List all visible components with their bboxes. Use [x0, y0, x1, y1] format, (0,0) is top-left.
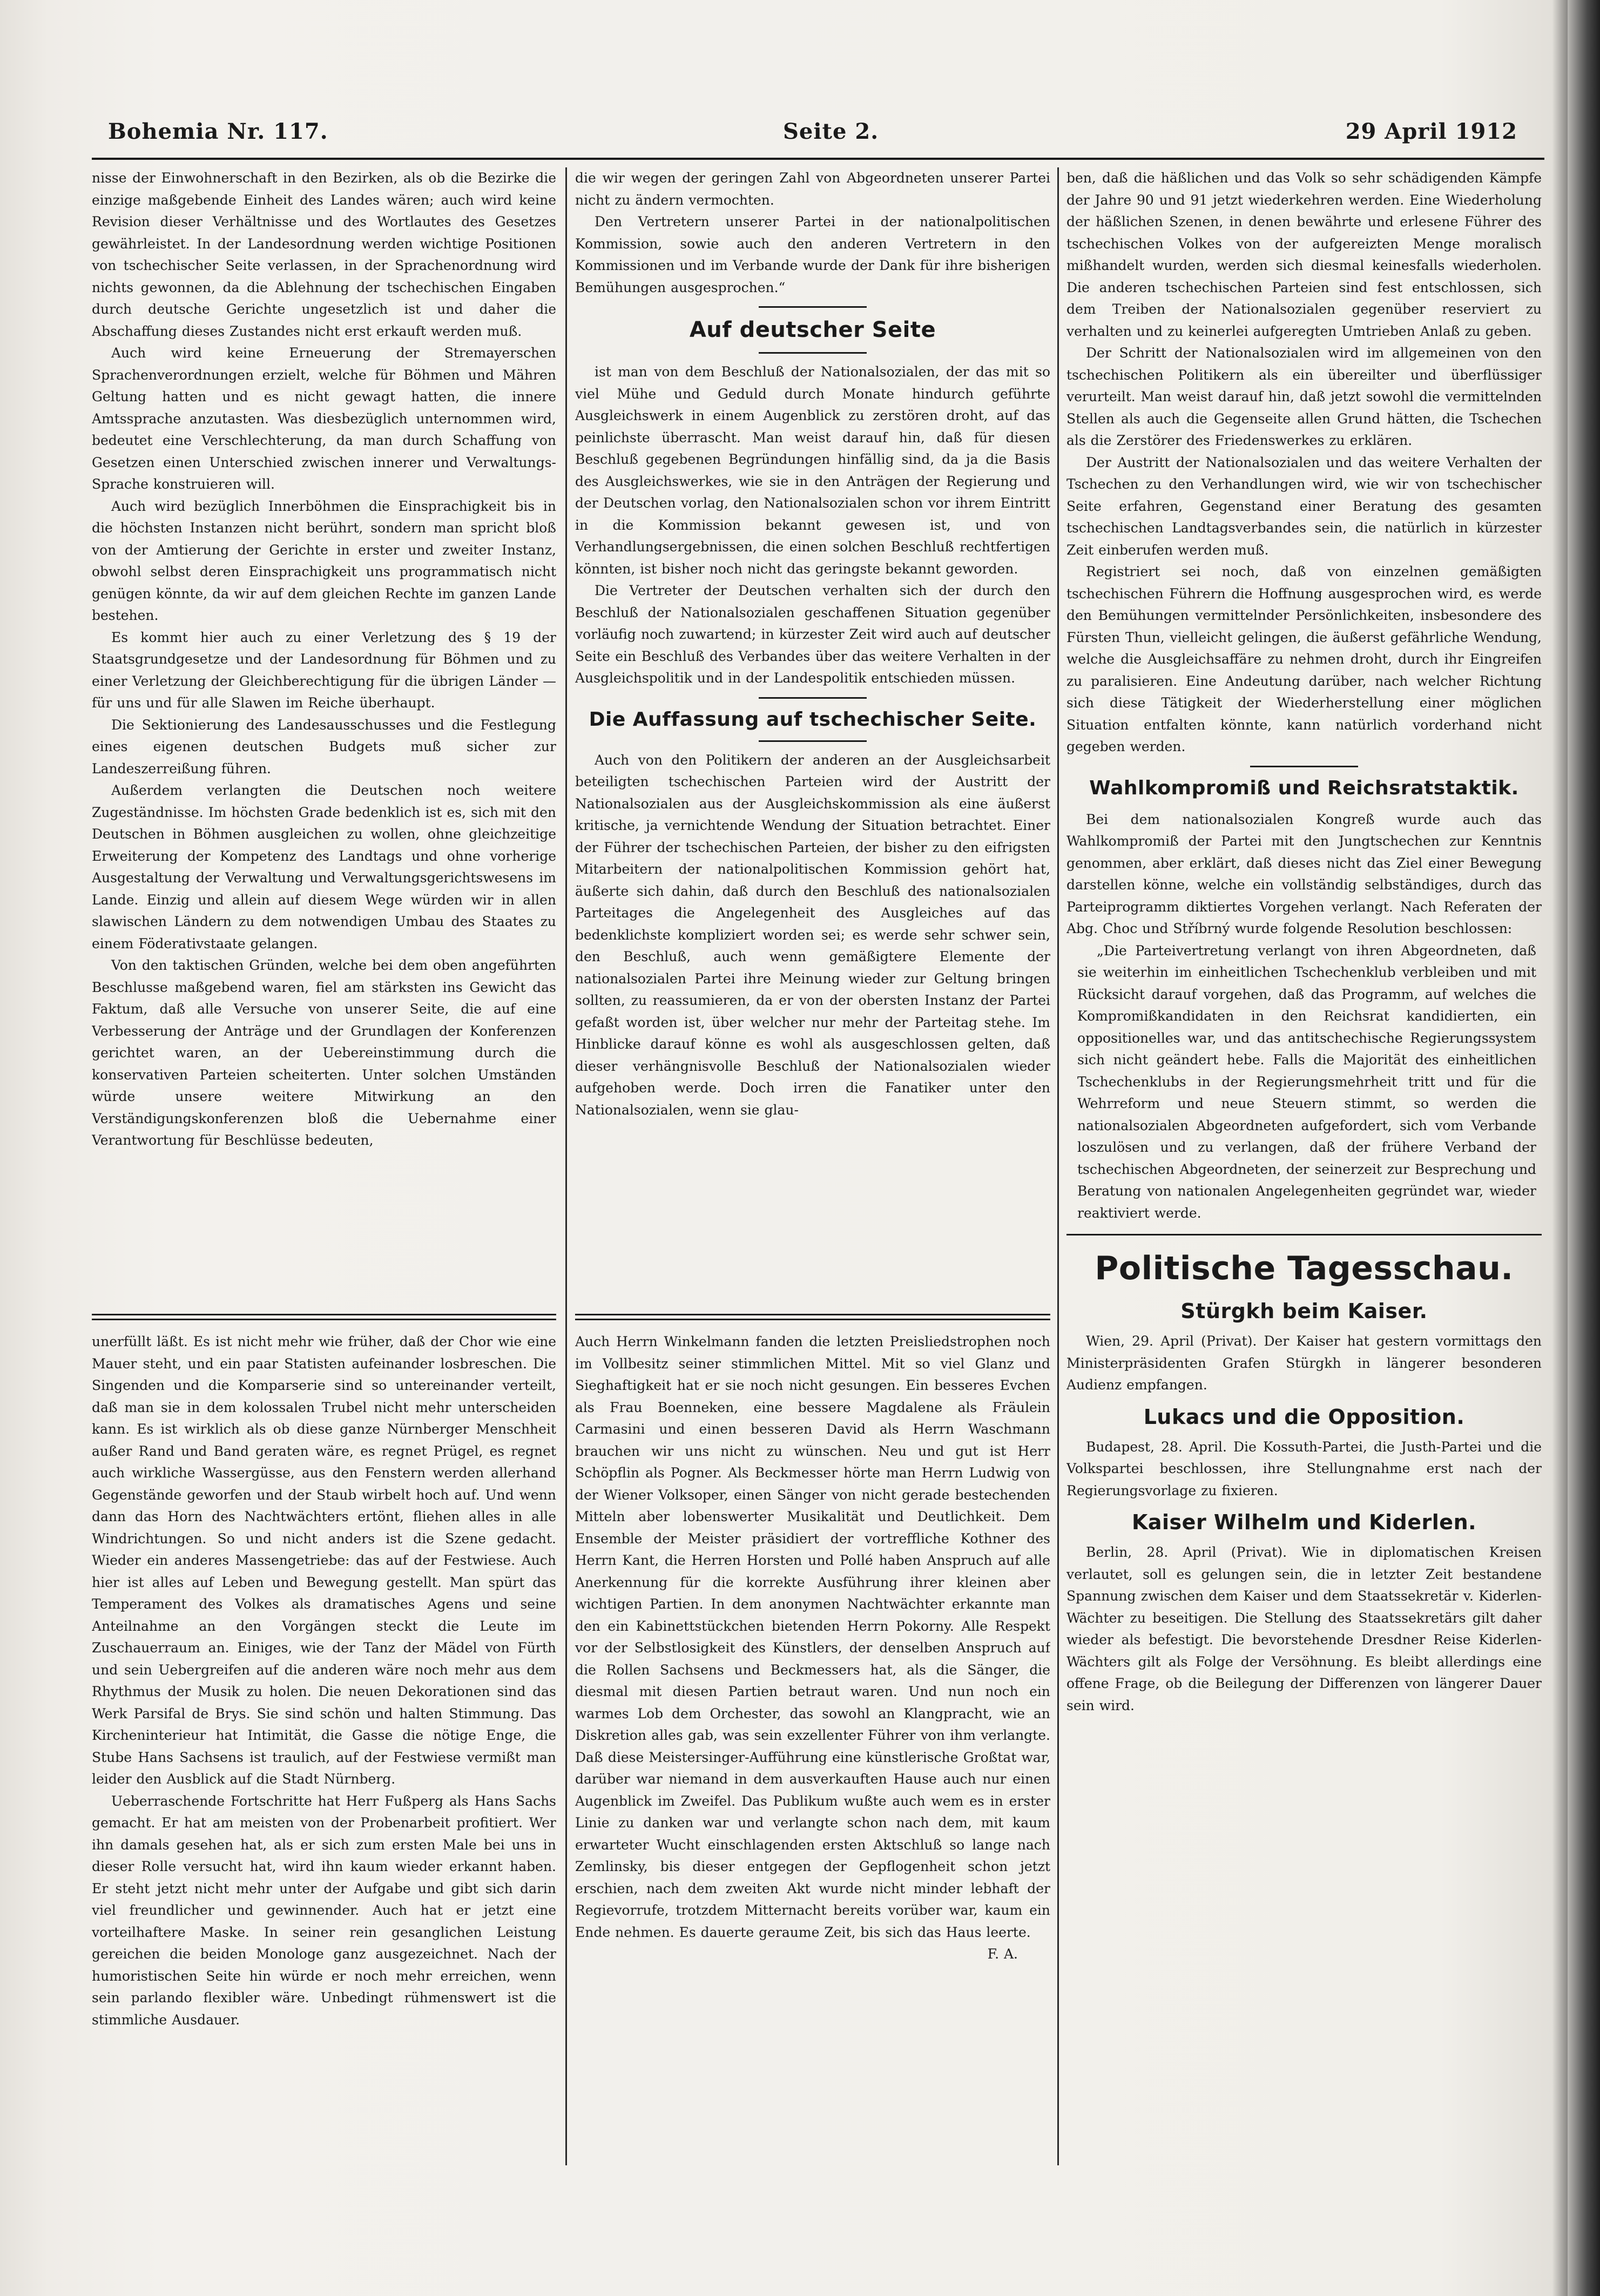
column-divider-2 [1057, 167, 1059, 2165]
masthead-issue: Bohemia Nr. 117. [108, 119, 328, 144]
paragraph: Der Austritt der Nationalsozialen und das weitere Verhalten der Tschechen zu den Verhandlungen wird, wie wir von tschechischer Seite erfahren, Gegenstand einer Beratung des gesamten tschechischen Landtagsverbandes sein, die natürlich in kürzester Zeit einberufen werden muß. [1066, 454, 1542, 558]
paragraph: Budapest, 28. April. Die Kossuth-Partei, die Justh-Partei und die Volkspartei beschlossen, ihre Stellungnahme erst nach der Regierungsvorlage zu fixieren. [1066, 1439, 1542, 1498]
issue-date: 29 April 1912 [1345, 119, 1517, 144]
scan-edge [1568, 0, 1600, 2296]
section-heading: Wahlkompromiß und Reichsratstaktik. [1089, 776, 1519, 799]
paragraph: Auch von den Politikern der anderen an der Ausgleichsarbeit beteiligten tschechischen Parteien wird der Austritt der Nationalsozialen aus der Ausgleichskommission als eine äußerst kritische, ja vernichtende Wendung der Situation betrachtet. Einer der Führer der tschechischen Parteien, der bisher zu den eifrigsten Mitarbeitern der nationalpolitischen Kommission gehört hat, äußerte sich dahin, daß durch den Beschluß des nationalsozialen Parteitages die Angelegenheit des Ausgleiches auf das bedenklichste kompliziert worden sei; es werde sehr schwer sein, den Beschluß, auch wenn gemäßigtere Elemente der nationalsozialen Partei ihre Meinung wieder zur Geltung bringen sollten, zu reassumieren, da er von der obersten Instanz der Partei gefaßt worden ist, über welcher nur mehr der Parteitag stehe. Im Hinblicke darauf könne es wohl als ausgeschlossen gelten, daß dieser verhängnisvolle Beschluß der Nationalsozialen wieder aufgehoben werde. Doch irren die Fanatiker unter den Nationalsozialen, wenn sie glau- [575, 752, 1050, 1118]
page-number: Seite 2. [783, 119, 879, 144]
paragraph: Bei dem nationalsozialen Kongreß wurde auch das Wahlkompromiß der Partei mit den Jungtschechen zur Kenntnis genommen, aber erklärt, daß dieses nicht das Ziel einer Bewegung darstellen könne, welche ein vollständig selbständiges, durch das Parteiprogramm diktiertes Vorgehen verlangt. Nach Referaten der Abg. Choc und Stříbrný wurde folgende Resolution beschlossen: [1066, 811, 1542, 936]
column-divider-1 [565, 167, 567, 2165]
paragraph: ist man von dem Beschluß der Nationalsozialen, der das mit so viel Mühe und Geduld durch Monate hindurch geführte Ausgleichswerk in einem Augenblick zu zerstören droht, auf das peinlichste überrascht. Man weist darauf hin, daß für diesen Beschluß gegebenen Begründungen hinfällig sind, da ja die Basis des Ausgleichswerkes, wie sie in den Anträgen der Regierung und der Deutschen vorlag, den Nationalsozialen schon vor ihrem Eintritt in die Kommission bekannt gewesen ist, und von Verhandlungsergebnissen, die einen solchen Beschluß rechtfertigen könnten, ist bisher noch nicht das geringste bekannt geworden. [575, 364, 1050, 577]
paragraph: ben, daß die häßlichen und das Volk so sehr schädigenden Kämpfe der Jahre 90 und 91 jetzt wiederkehren werden. Eine Wiederholung der häßlichen Szenen, in denen bewährte und erlesene Führer des tschechischen Volkes von der aufgereizten Menge moralisch mißhandelt wurden, werden sich diesmal keinesfalls wiederholen. Die anderen tschechischen Parteien sind fest entschlossen, sich dem Treiben der Nationalsozialen gegenüber reserviert zu verhalten und zu keinerlei aufgeregten Umtrieben Anlaß zu geben. [1066, 170, 1542, 339]
feuilleton-text [575, 1331, 1050, 1966]
section-rule [759, 740, 867, 742]
paragraph: Die Vertreter der Deutschen verhalten sich der durch den Beschluß der Nationalsozialen geschaffenen Situation gegenüber vorläufig noch zuwartend; in kürzester Zeit wird auch auf deutscher Seite ein Beschluß des Verbandes über das weitere Verhalten in der Ausgleichspolitik und in der Landespolitik entschieden müssen. [575, 583, 1050, 686]
section-heading: Kaiser Wilhelm und Kiderlen. [1131, 1510, 1477, 1534]
column-1 [92, 167, 556, 2198]
section-rule [759, 306, 867, 308]
feuilleton-rule [575, 1314, 1050, 1320]
paragraph: Auch Herrn Winkelmann fanden die letzten Preisliedstrophen noch im Vollbesitz seiner stimmlichen Mittel. Mit so viel Glanz und Sieghaftigkeit hat er sie noch nicht gesungen. Ein besseres Evchen als Frau Boenneken, eine bessere Magdalene als Fräulein Carmasini und einen besseren David als Herrn Waschmann brauchen wir uns nicht zu wünschen. Neu und gut ist Herr Schöpflin als Pogner. Als Beckmesser hörte man Herrn Ludwig von der Wiener Volksoper, einen Sänger von nicht gerade bestechenden Mitteln aber lobenswerter Musikalität und Deutlichkeit. Dem Ensemble der Meister präsidiert der vortreffliche Kothner des Herrn Kant, die Herren Horsten und Pollé haben Anspruch auf alle Anerkennung für die korrekte Ausführung ihrer kleinen aber wichtigen Partien. In dem anonymen Nachtwächter erkannte man den ein Kabinettstückchen bietenden Herrn Pokorny. Alle Respekt vor der Selbstlosigkeit des Künstlers, der denselben Anspruch auf die Rollen Sachsens und Beckmessers hat, als die Sänger, die diesmal mit diesen Partien betraut waren. Und nun noch ein warmes Lob dem Orchester, das sowohl an Klangpracht, wie an Diskretion alles gab, was sein exzellenter Führer von ihm verlangte. Daß diese Meistersinger-Aufführung eine künstlerische Großtat war, darüber war niemand in dem ausverkauften Hause auch nur einen Augenblick im Zweifel. Das Publikum wußte auch wem es in erster Linie zu danken war und verlangte schon nach dem, mit kaum erwarteter Wucht einschlagenden ersten Aktschluß so lange nach Zemlinsky, bis dieser entgegen der Gepflogenheit schon jetzt erschien, nach dem zweiten Akt wurde nicht minder lebhaft der Regievorrufe, trotzdem Mitternacht bereits vorüber war, kaum ein Ende nehmen. Es dauerte geraume Zeit, bis sich das Haus leerte. [575, 1334, 1050, 1940]
section-rule [759, 352, 867, 354]
paragraph: Von den taktischen Gründen, welche bei dem oben angeführten Beschlusse maßgebend waren, fiel am stärksten ins Gewicht das Faktum, daß alle Versuche von unserer Seite, die auf eine Verbesserung der Anträge und der Grundlagen der Konferenzen gerichtet waren, an der Uebereinstimmung durch die konservativen Parteien scheiterten. Unter solchen Umständen würde unsere weitere Mitwirkung an den Verständigungskonferenzen bloß die Uebernahme einer Verantwortung für Beschlüsse bedeuten, [92, 957, 556, 1148]
paragraph: Der Schritt der Nationalsozialen wird im allgemeinen von den tschechischen Politikern als ein übereilter und überflüssiger verurteilt. Man weist darauf hin, daß jetzt sowohl die vermittelnden Stellen als auch die Gegenseite allen Grund hätten, die Tschechen als die Zerstörer des Friedenswerkes zu erklären. [1066, 345, 1542, 448]
paragraph: „Die Parteivertretung verlangt von ihren Abgeordneten, daß sie weiterhin im einheitlichen Tschechenklub verbleiben und mit Rücksicht darauf vorgehen, daß das Programm, auf welches die Kompromißkandidaten in den Reichsrat kandidierten, ein oppositionelles war, und das antitschechische Regierungssystem sich nicht geändert hebe. Falls die Majorität des einheitlichen Tschechenklubs in der Regierungsmehrheit tritt und für die Wehrreform und neue Steuern stimmt, so werden die nationalsozialen Abgeordneten aufgefordert, sich vom Verbande loszulösen und zu verlangen, daß der frühere Verband der tschechischen Abgeordneten, der seinerzeit zur Besprechung und Beratung von nationalen Angelegenheiten gegründet war, wieder reaktiviert werde. [1077, 942, 1536, 1221]
paragraph: Die Sektionierung des Landesausschusses und die Festlegung eines eigenen deutschen Budgets muß sicher zur Landeszerreißung führen. [92, 717, 556, 776]
section-rule [1250, 766, 1358, 767]
signature: F. A. [987, 1946, 1018, 1962]
article-continuation [575, 167, 1050, 1304]
section-rule [759, 697, 867, 699]
section-title: Politische Tagesschau. [1095, 1250, 1514, 1287]
column-2 [575, 167, 1050, 2198]
paragraph: Wien, 29. April (Privat). Der Kaiser hat gestern vormittags den Ministerpräsidenten Grafen Stürgkh in längerer besonderen Audienz empfangen. [1066, 1333, 1542, 1393]
page-header [108, 119, 1517, 157]
paragraph: Außerdem verlangten die Deutschen noch weitere Zugeständnisse. Im höchsten Grade bedenklich ist es, sich mit den Deutschen in Böhmen ausgleichen zu wollen, ohne gleichzeitige Erweiterung der Kompetenz des Landtags und ohne vorherige Ausgestaltung der Verwaltung und Verwaltungsgerichtswesens im Lande. Einzig und allein auf diesem Wege würden wir in allen slawischen Ländern zu dem notwendigen Umbau des Staates zu einem Föderativstaate gelangen. [92, 782, 556, 951]
section-rule [1066, 1234, 1542, 1235]
paragraph: Berlin, 28. April (Privat). Wie in diplomatischen Kreisen verlautet, soll es gelungen sein, die in letzter Zeit bestandene Spannung zwischen dem Kaiser und dem Staatssekretär v. Kiderlen-Wächter zu beseitigen. Die Stellung des Staatssekretärs gilt daher wieder als befestigt. Die bevorstehende Dresdner Reise Kiderlen-Wächters gilt als Folge der Versöhnung. Es bleibt allerdings eine offene Frage, ob die Beilegung der Differenzen von längerer Dauer sein wird. [1066, 1544, 1542, 1713]
paragraph: die wir wegen der geringen Zahl von Abgeordneten unserer Partei nicht zu ändern vermochten. [575, 170, 1050, 208]
section-heading: Lukacs und die Opposition. [1143, 1404, 1465, 1429]
paragraph: Den Vertretern unserer Partei in der nationalpolitischen Kommission, sowie auch den anderen Vertretern in den Kommissionen und im Verbande wurde der Dank für ihre bisherigen Bemühungen ausgesprochen.“ [575, 214, 1050, 295]
section-heading: Auf deutscher Seite [689, 318, 936, 342]
paragraph: Es kommt hier auch zu einer Verletzung des § 19 der Staatsgrundgesetze und der Landesordnung für Böhmen und zu einer Verletzung der Gleichberechtigung für die übrigen Länder — für uns und für alle Slawen im Reiche überhaupt. [92, 629, 556, 711]
header-rule [92, 158, 1544, 160]
paragraph: Auch wird bezüglich Innerböhmen die Einsprachigkeit bis in die höchsten Instanzen nicht berührt, sondern man spricht bloß von der Amtierung der Gerichte in erster und zweiter Instanz, obwohl selbst deren Einsprachigkeit uns programmatisch nicht genügen könnte, da wir auf dem gleichen Rechte im ganzen Lande bestehen. [92, 498, 556, 623]
column-3 [1066, 167, 1542, 2198]
paragraph: Auch wird keine Erneuerung der Stremayerschen Sprachenverordnungen erzielt, welche für Böhmen und Mähren Geltung hatten und es nicht gewagt hatten, die innere Amtssprache anzutasten. Was diesbezüglich unternommen wird, bedeutet eine Verschlechterung, da man durch Schaffung von Gesetzen einen Unterschied zwischen innerer und Verwaltungs-Sprache konstruieren will. [92, 345, 556, 492]
section-heading: Die Auffassung auf tschechischer Seite. [589, 708, 1037, 731]
feuilleton-rule [92, 1314, 556, 1320]
section-heading: Stürgkh beim Kaiser. [1180, 1299, 1428, 1323]
paragraph: nisse der Einwohnerschaft in den Bezirken, als ob die Bezirke die einzige maßgebende Einheit des Landes wären; auch wird keine Revision dieser Verhältnisse und des Wortlautes des Gesetzes gewährleistet. In der Landesordnung werden wichtige Positionen von tschechischer Seite verlassen, in der Sprachenordnung wird nichts gewonnen, da die Ablehnung der tschechischen Eingaben durch deutsche Gerichte ungesetzlich ist und daher die Abschaffung dieses Zustandes nicht erst erkauft werden muß. [92, 170, 556, 339]
paragraph: unerfüllt läßt. Es ist nicht mehr wie früher, daß der Chor wie eine Mauer steht, und ein paar Statisten aufeinander losbreschen. Die Singenden und die Komparserie sind so untereinander verteilt, daß man sie in dem kolossalen Trubel nicht mehr unterscheiden kann. Es ist wirklich als ob diese ganze Nürnberger Menschheit außer Rand und Band geraten wäre, es regnet Prügel, es regnet auch wirkliche Wassergüsse, aus den Fenstern werden allerhand Gegenstände geworfen und der Staub wirbelt hoch auf. Und wenn dann das Horn des Nachtwächters ertönt, fliehen alles in alle Windrichtungen. So und nicht anders ist die Szene gedacht. Wieder ein anderes Massengetriebe: das auf der Festwiese. Auch hier ist alles auf Leben und Bewegung gestellt. Man spürt das Temperament des Volkes als dramatisches Agens und seine Anteilnahme an den Vorgängen steckt die Leute im Zuschauerraum an. Einiges, wie der Tanz der Mädel von Fürth und sein Uebergreifen auf die anderen wäre noch mehr aus dem Rhythmus der Musik zu holen. Die neuen Dekorationen sind das Werk Parsifal de Brys. Sie sind schön und halten Stimmung. Das Kircheninterieur hat Intimität, die Gasse die nötige Enge, die Stube Hans Sachsens ist traulich, auf der Festwiese vermißt man leider den Ausblick auf die Stadt Nürnberg. [92, 1334, 556, 1787]
paragraph: Registriert sei noch, daß von einzelnen gemäßigten tschechischen Führern die Hoffnung ausgesprochen wird, es werde den Bemühungen vermittelnder Persönlichkeiten, insbesondere des Fürsten Thun, vielleicht gelingen, die äußerst gefährliche Wendung, welche die Ausgleichsaffäre zu nehmen droht, durch ihr Eingreifen zu paralisieren. Eine Andeutung darüber, nach welcher Richtung sich diese Tätigkeit der Wiederherstellung einer möglichen Situation entfalten könnte, kann natürlich vorderhand nicht gegeben werden. [1066, 564, 1542, 754]
feuilleton-text [92, 1331, 556, 2031]
paragraph: Ueberraschende Fortschritte hat Herr Fußperg als Hans Sachs gemacht. Er hat am meisten von der Probenarbeit profitiert. Wer ihn damals gesehen hat, als er sich zum ersten Male bei uns in dieser Rolle versucht hat, wird ihn kaum wieder erkannt haben. Er steht jetzt nicht mehr unter der Aufgabe und gibt sich darin viel freundlicher und gewinnender. Auch hat er jetzt eine vorteilhaftere Maske. In seiner rein gesanglichen Leistung gereichen die beiden Monologe ganz ausgezeichnet. Nach der humoristischen Seite hin würde er noch mehr erreichen, wenn sein parlando flexibler wäre. Unbedingt rühmenswert ist die stimmliche Ausdauer. [92, 1793, 556, 2028]
article-continuation [92, 167, 556, 1304]
